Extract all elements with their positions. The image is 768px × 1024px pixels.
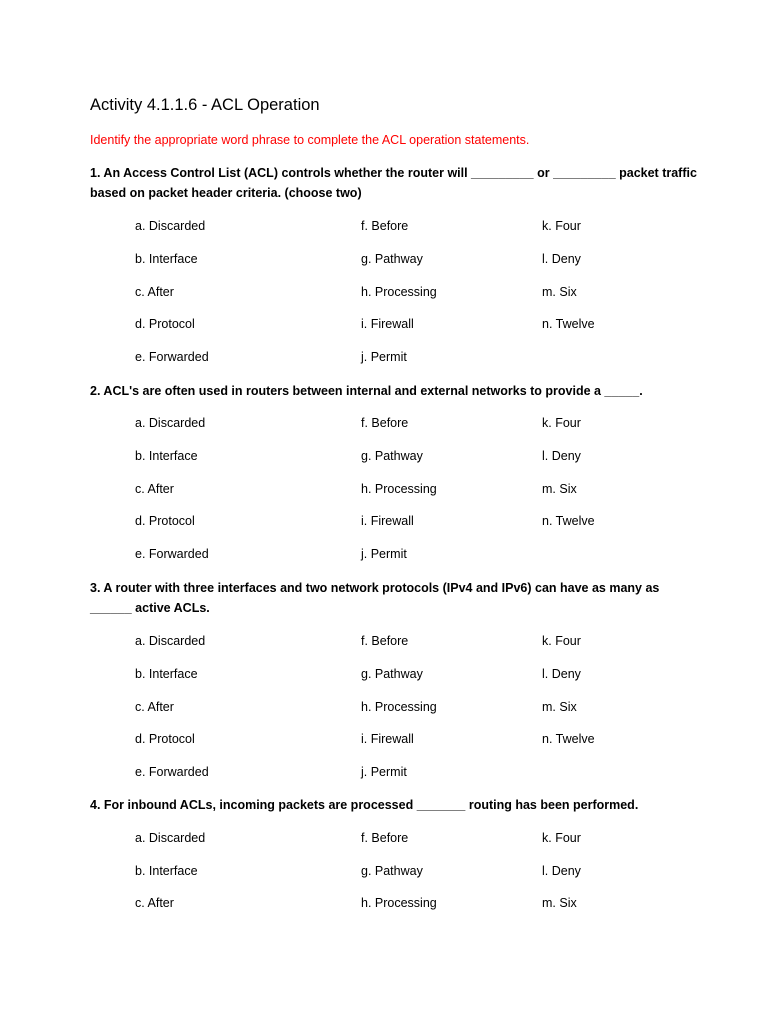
option-e: e. Forwarded: [135, 350, 209, 364]
option-j: j. Permit: [361, 350, 407, 364]
option-c: c. After: [135, 482, 174, 496]
document-title: Activity 4.1.1.6 - ACL Operation: [90, 96, 320, 114]
option-j: j. Permit: [361, 547, 407, 561]
option-b: b. Interface: [135, 864, 198, 878]
option-n: n. Twelve: [542, 317, 595, 331]
question-3: 3. A router with three interfaces and two network protocols (IPv4 and IPv6) can have as many as ______ active ACLs.: [90, 581, 660, 615]
option-k: k. Four: [542, 219, 581, 233]
option-e: e. Forwarded: [135, 547, 209, 561]
instruction-text: Identify the appropriate word phrase to complete the ACL operation statements.: [90, 133, 530, 147]
option-l: l. Deny: [542, 864, 581, 878]
option-l: l. Deny: [542, 667, 581, 681]
option-l: l. Deny: [542, 449, 581, 463]
option-a: a. Discarded: [135, 416, 206, 430]
option-c: c. After: [135, 285, 174, 299]
option-m: m. Six: [542, 285, 577, 299]
option-g: g. Pathway: [361, 449, 423, 463]
option-d: d. Protocol: [135, 514, 195, 528]
option-i: i. Firewall: [361, 317, 414, 331]
option-m: m. Six: [542, 896, 577, 910]
option-l: l. Deny: [542, 252, 581, 266]
option-f: f. Before: [361, 634, 409, 648]
option-f: f. Before: [361, 219, 409, 233]
option-k: k. Four: [542, 831, 581, 845]
option-f: f. Before: [361, 831, 409, 845]
option-n: n. Twelve: [542, 514, 595, 528]
option-g: g. Pathway: [361, 252, 423, 266]
option-a: a. Discarded: [135, 634, 206, 648]
option-k: k. Four: [542, 634, 581, 648]
option-m: m. Six: [542, 482, 577, 496]
question-4: 4. For inbound ACLs, incoming packets are processed _______ routing has been performed.: [90, 798, 639, 812]
option-b: b. Interface: [135, 252, 198, 266]
option-h: h. Processing: [361, 482, 437, 496]
option-a: a. Discarded: [135, 219, 206, 233]
option-i: i. Firewall: [361, 732, 414, 746]
option-c: c. After: [135, 700, 174, 714]
option-i: i. Firewall: [361, 514, 414, 528]
question-1: 1. An Access Control List (ACL) controls whether the router will _________ or _________ packet traffic based on packet header criteria. (choose two): [90, 166, 697, 200]
question-2: 2. ACL's are often used in routers between internal and external networks to provide a _____.: [90, 384, 643, 398]
option-n: n. Twelve: [542, 732, 595, 746]
option-b: b. Interface: [135, 449, 198, 463]
option-e: e. Forwarded: [135, 765, 209, 779]
option-h: h. Processing: [361, 285, 437, 299]
option-b: b. Interface: [135, 667, 198, 681]
option-j: j. Permit: [361, 765, 407, 779]
option-g: g. Pathway: [361, 864, 423, 878]
option-k: k. Four: [542, 416, 581, 430]
option-g: g. Pathway: [361, 667, 423, 681]
option-a: a. Discarded: [135, 831, 206, 845]
option-m: m. Six: [542, 700, 577, 714]
option-c: c. After: [135, 896, 174, 910]
option-d: d. Protocol: [135, 317, 195, 331]
option-h: h. Processing: [361, 700, 437, 714]
option-f: f. Before: [361, 416, 409, 430]
option-d: d. Protocol: [135, 732, 195, 746]
option-h: h. Processing: [361, 896, 437, 910]
